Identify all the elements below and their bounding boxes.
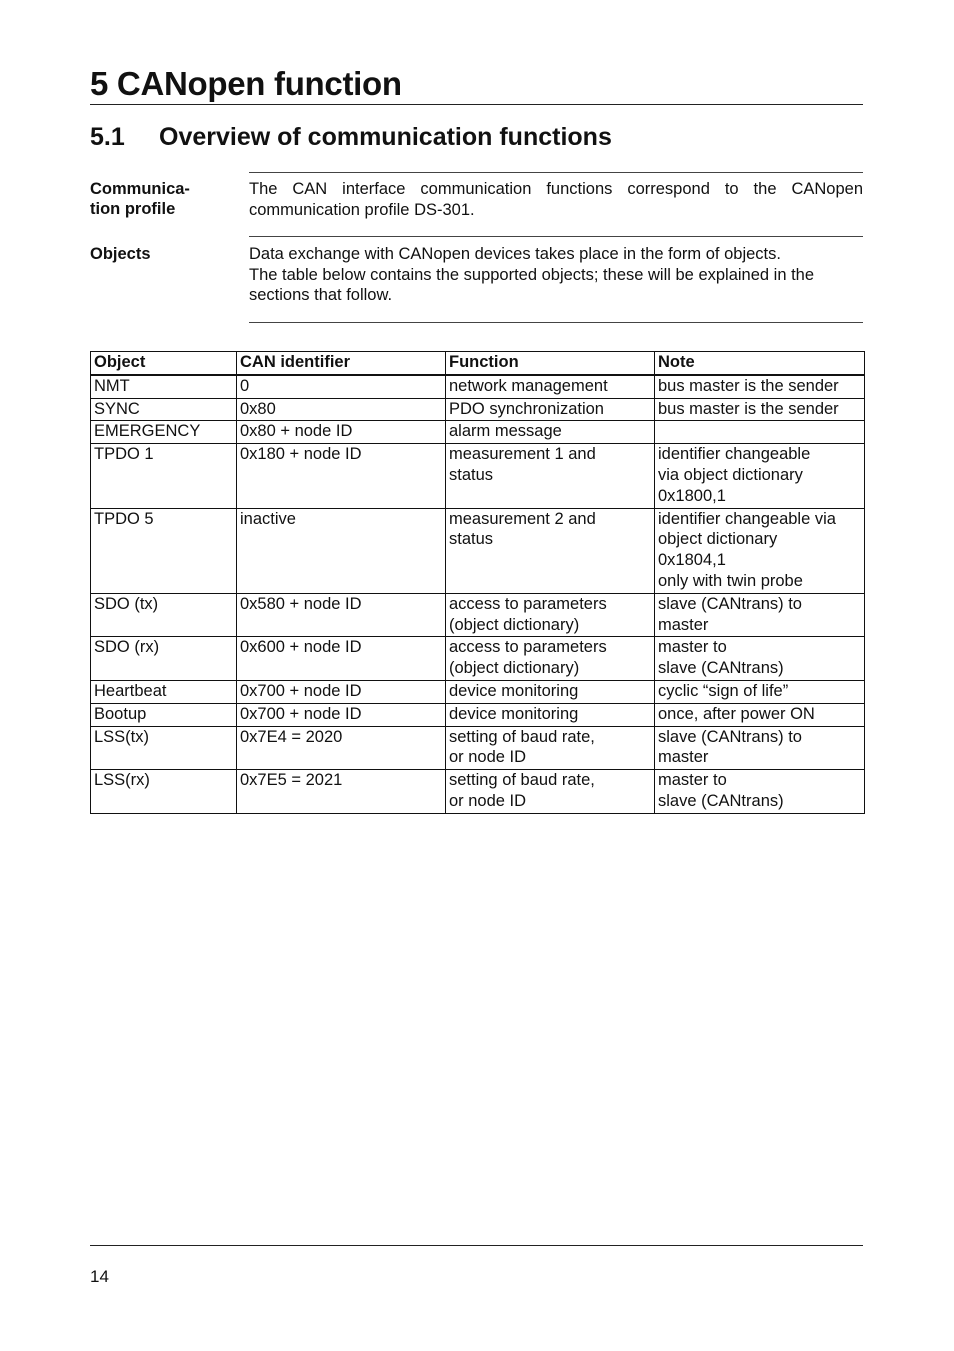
cell-note	[655, 637, 865, 681]
communication-profile-text	[249, 179, 863, 220]
cell-text: EMERGENCY	[94, 422, 201, 441]
objects-label: Objects	[90, 245, 151, 263]
cell-function	[446, 637, 655, 681]
cell-text: 0x700 + node ID	[240, 704, 362, 723]
cell-can-identifier	[237, 637, 446, 681]
cell-text: NMT	[94, 376, 130, 395]
cell-object	[91, 508, 237, 593]
column-header-object: Object	[91, 352, 237, 375]
cell-text: identifier changeable	[658, 445, 811, 464]
column-header-can-identifier: CAN identifier	[237, 352, 446, 375]
cell-text: once, after power ON	[658, 704, 815, 723]
cell-note	[655, 421, 865, 444]
cell-text: Heartbeat	[94, 681, 167, 700]
objects-text	[249, 244, 863, 306]
cell-object	[91, 444, 237, 508]
cell-text: 0x700 + node ID	[240, 681, 362, 700]
cell-note	[655, 444, 865, 508]
cell-note	[655, 593, 865, 637]
table-row	[91, 637, 865, 681]
cell-text: 0x580 + node ID	[240, 594, 362, 613]
cell-object	[91, 398, 237, 421]
table-row	[91, 593, 865, 637]
communication-profile-label	[90, 179, 230, 219]
table-header-row	[91, 352, 865, 375]
cell-text: or node ID	[449, 748, 527, 767]
cell-can-identifier	[237, 726, 446, 770]
cell-text: master	[658, 748, 709, 767]
cell-text: SDO (rx)	[94, 638, 160, 657]
cell-text: measurement 2 and	[449, 509, 596, 528]
paragraph-line: communication profile DS-301.	[249, 200, 475, 219]
divider	[249, 172, 863, 173]
table-row	[91, 375, 865, 398]
cell-note	[655, 398, 865, 421]
cell-function	[446, 593, 655, 637]
cell-text: measurement 1 and	[449, 445, 596, 464]
cell-text: SYNC	[94, 399, 140, 418]
table-row	[91, 444, 865, 508]
cell-function	[446, 375, 655, 398]
table-row	[91, 508, 865, 593]
label-line: Communica-	[90, 180, 190, 198]
cell-note	[655, 375, 865, 398]
cell-text: access to parameters	[449, 594, 607, 613]
chapter-title: 5 CANopen function	[90, 65, 402, 102]
cell-text: setting of baud rate,	[449, 727, 595, 746]
cell-text: cyclic “sign of life”	[658, 681, 789, 700]
cell-object	[91, 421, 237, 444]
cell-text: LSS(rx)	[94, 771, 150, 790]
cell-text: 0x80	[240, 399, 276, 418]
cell-can-identifier	[237, 508, 446, 593]
cell-text: bus master is the sender	[658, 399, 839, 418]
cell-text: or node ID	[449, 791, 527, 810]
section-title: Overview of communication functions	[159, 123, 612, 151]
cell-text: slave (CANtrans)	[658, 659, 784, 678]
cell-can-identifier	[237, 421, 446, 444]
table-row	[91, 398, 865, 421]
label-line: tion profile	[90, 200, 176, 218]
divider	[249, 236, 863, 237]
cell-object	[91, 593, 237, 637]
table-row	[91, 726, 865, 770]
cell-function	[446, 703, 655, 726]
page-number: 14	[90, 1267, 109, 1286]
cell-text: 0x600 + node ID	[240, 638, 362, 657]
paragraph-line: The table below contains the supported objects; these will be explained in the	[249, 265, 815, 284]
cell-text: (object dictionary)	[449, 659, 580, 678]
footer-divider	[90, 1245, 863, 1246]
cell-text: 0	[240, 376, 250, 395]
table-row	[91, 703, 865, 726]
cell-object	[91, 680, 237, 703]
cell-can-identifier	[237, 703, 446, 726]
cell-text: alarm message	[449, 422, 562, 441]
cell-text: access to parameters	[449, 638, 607, 657]
divider	[249, 322, 863, 323]
table-row	[91, 421, 865, 444]
cell-text: 0x1804,1	[658, 551, 726, 570]
cell-text: inactive	[240, 509, 296, 528]
cell-text: bus master is the sender	[658, 376, 839, 395]
cell-text: slave (CANtrans) to	[658, 594, 802, 613]
cell-text: object dictionary	[658, 530, 778, 549]
cell-text: network management	[449, 376, 608, 395]
cell-object	[91, 726, 237, 770]
cell-can-identifier	[237, 398, 446, 421]
cell-text: (object dictionary)	[449, 615, 580, 634]
cell-can-identifier	[237, 593, 446, 637]
table-row	[91, 680, 865, 703]
section-number: 5.1	[90, 123, 125, 151]
cell-text: slave (CANtrans)	[658, 791, 784, 810]
cell-note	[655, 680, 865, 703]
cell-text: 0x1800,1	[658, 486, 726, 505]
cell-function	[446, 421, 655, 444]
cell-object	[91, 770, 237, 814]
cell-text: via object dictionary	[658, 465, 803, 484]
cell-text: status	[449, 530, 494, 549]
cell-text: master to	[658, 638, 727, 657]
paragraph-line: sections that follow.	[249, 286, 393, 304]
cell-text: TPDO 1	[94, 445, 154, 464]
cell-text: master to	[658, 771, 727, 790]
column-header-function: Function	[446, 352, 655, 375]
cell-text: 0x7E5 = 2021	[240, 771, 343, 790]
cell-can-identifier	[237, 770, 446, 814]
cell-text: SDO (tx)	[94, 594, 159, 613]
cell-text: 0x7E4 = 2020	[240, 727, 343, 746]
cell-text: 0x180 + node ID	[240, 445, 362, 464]
column-header-note: Note	[655, 352, 865, 375]
section-heading	[90, 121, 612, 153]
paragraph-line: The CAN interface communication functions correspond to the CANopen	[249, 180, 863, 198]
cell-function	[446, 770, 655, 814]
cell-text: Bootup	[94, 704, 147, 723]
cell-object	[91, 637, 237, 681]
table-row	[91, 770, 865, 814]
cell-text: setting of baud rate,	[449, 771, 595, 790]
cell-text: TPDO 5	[94, 509, 154, 528]
cell-object	[91, 375, 237, 398]
cell-can-identifier	[237, 444, 446, 508]
cell-text: status	[449, 465, 494, 484]
cell-function	[446, 444, 655, 508]
cell-text: slave (CANtrans) to	[658, 727, 802, 746]
cell-note	[655, 770, 865, 814]
cell-text: LSS(tx)	[94, 727, 150, 746]
cell-function	[446, 508, 655, 593]
cell-text: PDO synchronization	[449, 399, 604, 418]
cell-note	[655, 703, 865, 726]
cell-text: identifier changeable via	[658, 509, 836, 528]
cell-can-identifier	[237, 375, 446, 398]
cell-text: 0x80 + node ID	[240, 422, 353, 441]
cell-note	[655, 726, 865, 770]
cell-text: device monitoring	[449, 704, 579, 723]
cell-text: only with twin probe	[658, 571, 803, 590]
cell-text: master	[658, 615, 709, 634]
paragraph-line: Data exchange with CANopen devices takes place in the form of objects.	[249, 245, 781, 263]
table-body	[91, 375, 865, 813]
cell-can-identifier	[237, 680, 446, 703]
cell-function	[446, 680, 655, 703]
objects-table	[90, 351, 865, 814]
chapter-divider	[90, 104, 863, 105]
cell-function	[446, 726, 655, 770]
cell-function	[446, 398, 655, 421]
cell-text: device monitoring	[449, 681, 579, 700]
cell-note	[655, 508, 865, 593]
cell-object	[91, 703, 237, 726]
